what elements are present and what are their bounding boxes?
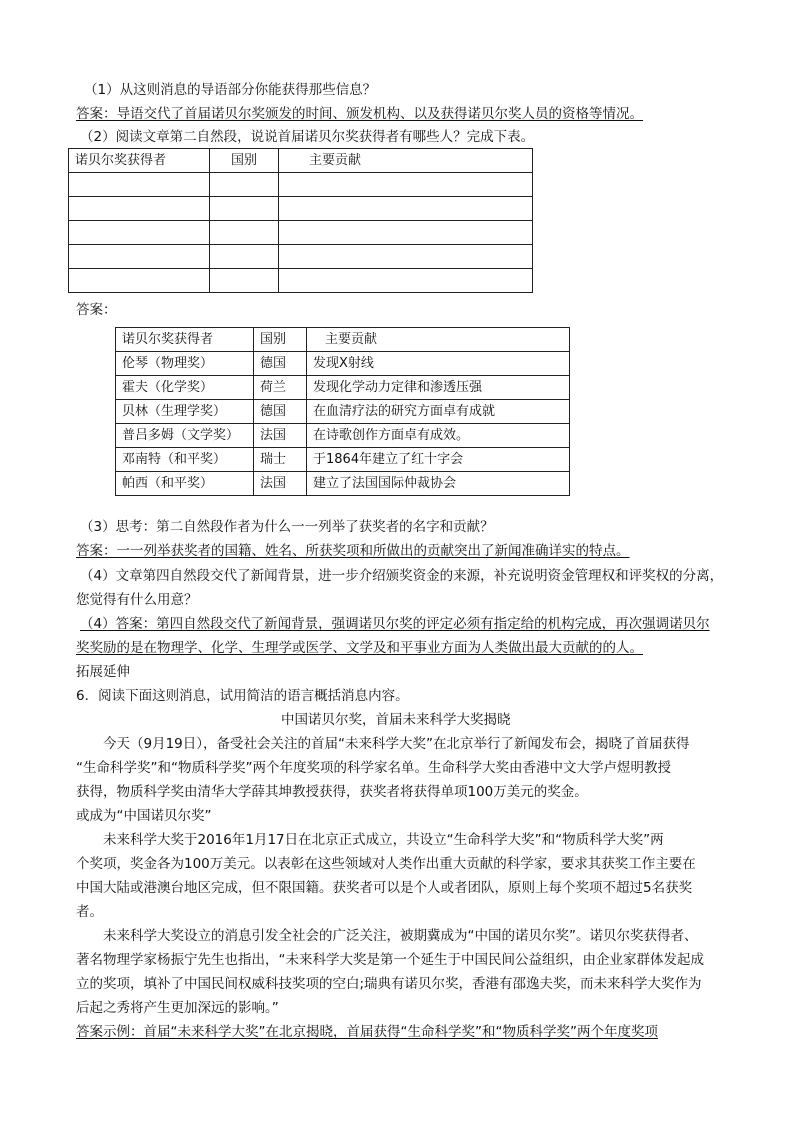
contribution-cell: 发现X射线: [307, 352, 570, 376]
blank-header-contribution: 主要贡献: [279, 149, 533, 173]
blank-table-row: [69, 221, 533, 245]
q2-question: （2）阅读文章第二自然段，说说首届诺贝尔奖获得者有哪些人？完成下表。: [80, 129, 535, 145]
q4-question-line2: 您觉得有什么用意？: [76, 592, 198, 608]
q1-question: （1）从这则消息的导语部分你能获得那些信息？: [84, 82, 377, 98]
extension-heading: 拓展延伸: [76, 664, 130, 680]
q4-question-line1: （4）文章第四自然段交代了新闻背景，进一步介绍颁奖资金的来源，补充说明资金管理权和评奖权的分离，: [80, 568, 724, 584]
blank-cell: [210, 269, 279, 293]
news-paragraph-3-line-4: 后起之秀将产生更加深远的影响。”: [76, 1000, 279, 1016]
answer-header-contribution: 主要贡献: [307, 328, 570, 352]
blank-cell: [279, 173, 533, 197]
country-cell: 德国: [254, 352, 307, 376]
blank-cell: [69, 221, 210, 245]
country-cell: 德国: [254, 400, 307, 424]
answer-table-row: [116, 424, 570, 448]
blank-table-row: [69, 269, 533, 293]
answer-table: [115, 327, 570, 496]
blank-cell: [69, 197, 210, 221]
blank-cell: [210, 197, 279, 221]
news-paragraph-1-line-3: 获得，物质科学奖由清华大学薛其坤教授获得，获奖者将获得单项100万美元的奖金。: [76, 784, 588, 800]
news-paragraph-2-line-1: 未来科学大奖于2016年1月17日在北京正式成立，共设立“生命科学大奖”和“物质科学大奖”两: [103, 832, 664, 848]
contribution-cell: 建立了法国国际仲裁协会: [307, 472, 570, 496]
blank-cell: [210, 173, 279, 197]
answer-table-header: [116, 328, 570, 352]
q4-answer-line1: （4）答案：第四自然段交代了新闻背景，强调诺贝尔奖的评定必须有指定给的机构完成，再次强调诺贝尔: [80, 616, 710, 632]
blank-cell: [69, 173, 210, 197]
blank-table-row: [69, 197, 533, 221]
answer-header-winner: 诺贝尔奖获得者: [116, 328, 254, 352]
blank-table-row: [69, 245, 533, 269]
news-paragraph-3-line-2: 著名物理学家杨振宁先生也指出，“未来科学大奖是第一个延生于中国民间公益组织，由企业家群体发起成: [76, 952, 704, 968]
q3-question: （3）思考：第二自然段作者为什么一一列举了获奖者的名字和贡献？: [80, 519, 494, 535]
contribution-cell: 发现化学动力定律和渗透压强: [307, 376, 570, 400]
winner-cell: 邓南特（和平奖）: [116, 448, 254, 472]
blank-cell: [279, 269, 533, 293]
answer-table-row: [116, 376, 570, 400]
news-paragraph-2-line-2: 个奖项，奖金各为100万美元。以表彰在这些领域对人类作出重大贡献的科学家，要求其获奖工作主要在: [76, 856, 696, 872]
answer-table-row: [116, 352, 570, 376]
blank-header-country: 国别: [210, 149, 279, 173]
blank-table-header: [69, 149, 533, 173]
news-paragraph-2-line-3: 中国大陆或港澳台地区完成，但不限国籍。获奖者可以是个人或者团队，原则上每个奖项不超过5名获奖: [76, 880, 693, 896]
news-title: 中国诺贝尔奖，首届未来科学大奖揭晓: [281, 712, 511, 728]
blank-cell: [279, 221, 533, 245]
extension-answer: 答案示例：首届“未来科学大奖”在北京揭晓，首届获得“生命科学奖”和“物质科学奖”两个年度奖项: [76, 1024, 658, 1040]
winner-cell: 贝林（生理学奖）: [116, 400, 254, 424]
answer-header-country: 国别: [254, 328, 307, 352]
blank-cell: [69, 269, 210, 293]
blank-cell: [210, 221, 279, 245]
news-paragraph-3-line-1: 未来科学大奖设立的消息引发全社会的广泛关注，被期冀成为“中国的诺贝尔奖”。诺贝尔奖获得者、: [103, 928, 698, 944]
extension-task: 6．阅读下面这则消息，试用简洁的语言概括消息内容。: [76, 688, 409, 704]
answer-table-row: [116, 448, 570, 472]
news-paragraph-1-line-2: “生命科学奖”和“物质科学奖”两个年度奖项的科学家名单。生命科学大奖由香港中文大学卢煜明教授: [76, 760, 671, 776]
blank-cell: [210, 245, 279, 269]
winner-cell: 普吕多姆（文学奖）: [116, 424, 254, 448]
winner-cell: 霍夫（化学奖）: [116, 376, 254, 400]
q3-answer: 答案：一一列举获奖者的国籍、姓名、所获奖项和所做出的贡献突出了新闻准确详实的特点。: [76, 543, 630, 559]
country-cell: 荷兰: [254, 376, 307, 400]
country-cell: 瑞士: [254, 448, 307, 472]
q1-answer: 答案：导语交代了首届诺贝尔奖颁发的时间、颁发机构、以及获得诺贝尔奖人员的资格等情况。: [76, 106, 643, 122]
news-paragraph-2-line-4: 者。: [76, 904, 103, 920]
q4-answer-line2: 奖奖励的是在物理学、化学、生理学或医学、文学及和平事业方面为人类做出最大贡献的的人。: [76, 640, 643, 656]
news-paragraph-3-line-3: 立的奖项，填补了中国民间权威科技奖项的空白;瑞典有诺贝尔奖，香港有邵逸夫奖，而未来科学大奖作为: [76, 976, 702, 992]
contribution-cell: 在诗歌创作方面卓有成效。: [307, 424, 570, 448]
contribution-cell: 在血清疗法的研究方面卓有成就: [307, 400, 570, 424]
blank-header-winner: 诺贝尔奖获得者: [69, 149, 210, 173]
blank-cell: [279, 245, 533, 269]
blank-cell: [69, 245, 210, 269]
blank-table: [68, 148, 533, 293]
answer-table-row: [116, 472, 570, 496]
winner-cell: 帕西（和平奖）: [116, 472, 254, 496]
news-paragraph-1-line-1: 今天（9月19日），备受社会关注的首届“未来科学大奖”在北京举行了新闻发布会，揭晓了首届获得: [103, 736, 690, 752]
blank-cell: [279, 197, 533, 221]
blank-table-row: [69, 173, 533, 197]
q2-answer-label: 答案：: [76, 302, 117, 318]
country-cell: 法国: [254, 424, 307, 448]
answer-table-row: [116, 400, 570, 424]
country-cell: 法国: [254, 472, 307, 496]
contribution-cell: 于1864年建立了红十字会: [307, 448, 570, 472]
news-subhead: 或成为“中国诺贝尔奖”: [76, 808, 212, 824]
winner-cell: 伦琴（物理奖）: [116, 352, 254, 376]
